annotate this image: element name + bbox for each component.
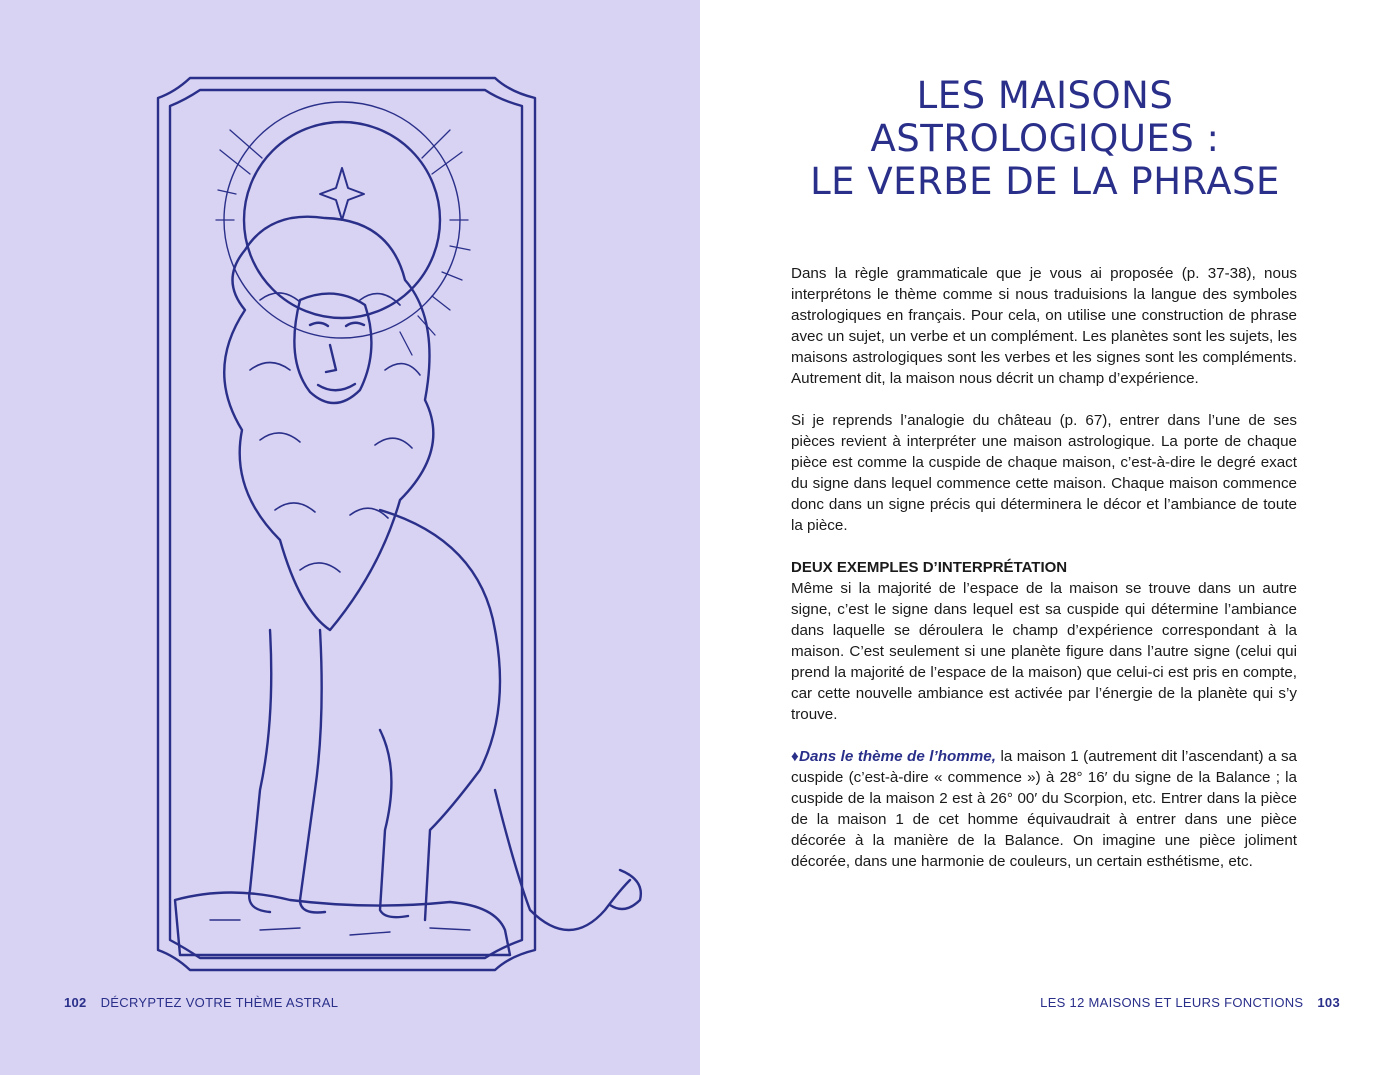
section-subheading: DEUX EXEMPLES D’INTERPRÉTATION xyxy=(791,559,1068,576)
folio-left xyxy=(64,995,338,1010)
title-line: ASTROLOGIQUES : xyxy=(870,117,1220,160)
folio-right xyxy=(1040,995,1340,1010)
paragraph: Dans la règle grammaticale que je vous ai proposée (p. 37-38), nous interprétons le thème comme si nous traduisions la langue des symboles astrologiques en français. Pour cela, on utilise une construction de phrase avec un sujet, un verbe et un complément. Les planètes sont les sujets, les maisons astrologiques sont les verbes et les signes sont les compléments. Autrement dit, la maison nous décrit un champ d’expérience. xyxy=(791,265,1297,387)
lion-illustration xyxy=(150,70,670,990)
paragraph: Si je reprends l’analogie du château (p. 67), entrer dans l’une de ses pièces revient à interpréter une maison astrologique. La porte de chaque pièce est comme la cuspide de chaque maison, c’est-à-dire le degré exact du signe dans lequel commence cette maison. Chaque maison commence donc dans un signe précis qui déterminera le décor et l’ambiance de toute la pièce. xyxy=(791,412,1297,534)
diamond-bullet-icon: ♦ xyxy=(791,748,800,765)
running-title: LES 12 MAISONS ET LEURS FONCTIONS xyxy=(1040,995,1304,1010)
page-number: 103 xyxy=(1317,995,1340,1010)
example-text: la maison 1 (autrement dit l’ascendant) a sa cuspide (c’est-à-dire « commence ») à 28° 16′ du signe de la Balance ; la cuspide de la maison 2 est à 26° 00′ du Scorpion, etc. Entrer dans la pièce de la maison 1 de cet homme équivaudrait à entrer dans une pièce décorée à la manière de la Balance. On imagine une pièce joliment décorée, dans une harmonie de couleurs, un certain esthétisme, etc. xyxy=(791,748,1298,870)
chapter-title xyxy=(780,74,1310,203)
running-title: DÉCRYPTEZ VOTRE THÈME ASTRAL xyxy=(100,995,339,1010)
page-number: 102 xyxy=(64,995,87,1010)
paragraph: Même si la majorité de l’espace de la maison se trouve dans un autre signe, c’est le signe dans lequel est sa cuspide qui détermine l’ambiance dans laquelle se déroulera le champ d’expérience correspondant à la maison. C’est seulement si une planète figure dans l’autre signe (celui qui prend la majorité de l’espace de la maison) que celui-ci est pris en compte, car cette nouvelle ambiance est activée par l’énergie de la planète qui s’y trouve. xyxy=(791,580,1297,723)
example-lead: Dans le thème de l’homme, xyxy=(799,748,996,765)
example-paragraph xyxy=(791,746,1297,872)
title-line: LE VERBE DE LA PHRASE xyxy=(810,160,1280,203)
title-line: LES MAISONS xyxy=(916,74,1174,117)
right-page xyxy=(700,0,1400,1075)
body-text xyxy=(791,263,1297,872)
